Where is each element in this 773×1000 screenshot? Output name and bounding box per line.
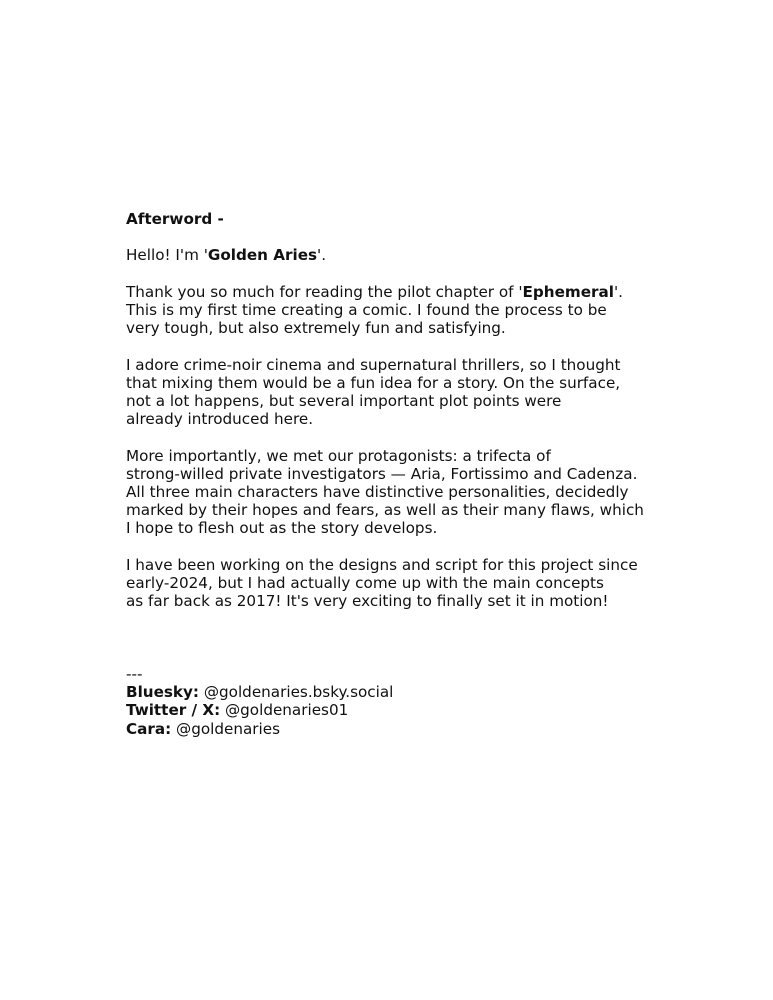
author-name: Golden Aries bbox=[207, 246, 318, 265]
spacer bbox=[126, 228, 686, 246]
page-title: Afterword - bbox=[126, 210, 224, 228]
spacer bbox=[126, 265, 686, 283]
spacer bbox=[126, 610, 686, 665]
thanks-suffix: '. bbox=[613, 282, 623, 301]
paragraph-line: already introduced here. bbox=[126, 410, 314, 429]
protagonists-paragraph bbox=[126, 447, 686, 538]
thanks-paragraph bbox=[126, 283, 686, 338]
paragraph-line bbox=[126, 283, 686, 301]
social-label: Twitter / X: bbox=[126, 701, 221, 720]
paragraph-line: that mixing them would be a fun idea for a story. On the surface, bbox=[126, 373, 621, 392]
paragraph-line: All three main characters have distinctive personalities, decidedly bbox=[126, 482, 629, 501]
social-label: Bluesky: bbox=[126, 683, 200, 702]
thanks-prefix: Thank you so much for reading the pilot chapter of ' bbox=[126, 282, 523, 301]
paragraph-line: as far back as 2017! It's very exciting to finally set it in motion! bbox=[126, 592, 609, 611]
social-handle: @goldenaries bbox=[171, 719, 281, 738]
afterword-page bbox=[126, 210, 686, 738]
comic-title: Ephemeral bbox=[522, 282, 614, 301]
social-label: Cara: bbox=[126, 719, 172, 738]
greeting-suffix: '. bbox=[317, 246, 327, 265]
spacer bbox=[126, 337, 686, 355]
paragraph-line: I have been working on the designs and script for this project since bbox=[126, 555, 638, 574]
paragraph-line: More importantly, we met our protagonists: a trifecta of bbox=[126, 446, 551, 465]
paragraph-line: I adore crime-noir cinema and supernatural thrillers, so I thought bbox=[126, 355, 621, 374]
paragraph-line: strong-willed private investigators — Aria, Fortissimo and Cadenza. bbox=[126, 464, 638, 483]
socials-block bbox=[126, 665, 686, 738]
social-handle: @goldenaries01 bbox=[220, 701, 349, 720]
paragraph-line: not a lot happens, but several important plot points were bbox=[126, 391, 562, 410]
genre-paragraph bbox=[126, 356, 686, 429]
greeting-line bbox=[126, 246, 686, 264]
social-bluesky bbox=[126, 683, 686, 701]
greeting-prefix: Hello! I'm ' bbox=[126, 246, 208, 265]
separator: --- bbox=[126, 664, 143, 683]
paragraph-line: I hope to flesh out as the story develops. bbox=[126, 519, 438, 538]
paragraph-line: This is my first time creating a comic. I found the process to be bbox=[126, 300, 607, 319]
paragraph-line: early-2024, but I had actually come up with the main concepts bbox=[126, 573, 604, 592]
history-paragraph bbox=[126, 556, 686, 611]
social-cara bbox=[126, 720, 686, 738]
paragraph-line: marked by their hopes and fears, as well as their many flaws, which bbox=[126, 501, 644, 520]
spacer bbox=[126, 428, 686, 446]
social-twitter bbox=[126, 701, 686, 719]
paragraph-line: very tough, but also extremely fun and satisfying. bbox=[126, 319, 506, 338]
spacer bbox=[126, 538, 686, 556]
social-handle: @goldenaries.bsky.social bbox=[199, 683, 394, 702]
